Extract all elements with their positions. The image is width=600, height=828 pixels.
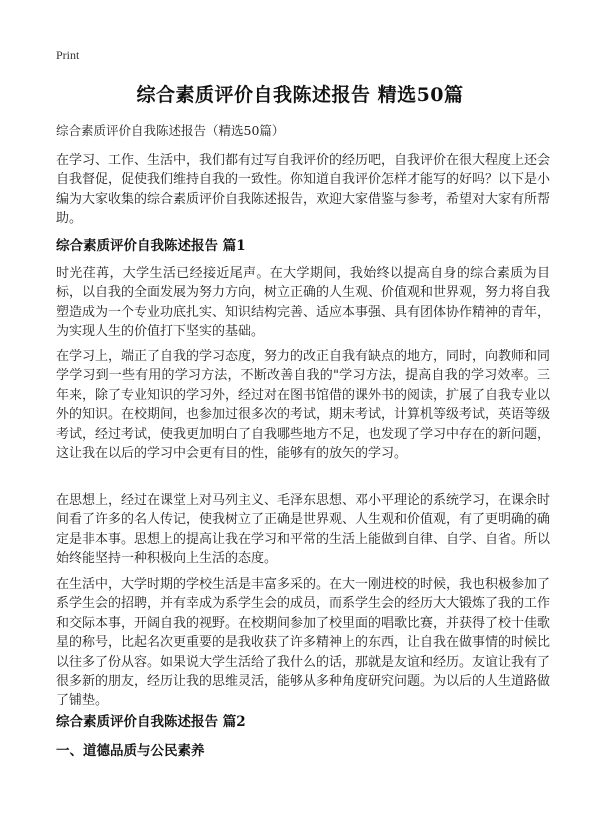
section1-paragraph-1: 时光荏苒，大学生活已经接近尾声。在大学期间，我始终以提高自身的综合素质为目标，以自我的全面发展为努力方向，树立正确的人生观、价值观和世界观，努力将自我塑造成为一个专业功底扎实、知识结构完善、适应本事强、具有团体协作精神的青年，为实现人生的价值打下坚实的基础。 [56,266,551,340]
section1-paragraph-3: 在思想上，经过在课堂上对马列主义、毛泽东思想、邓小平理论的系统学习，在课余时间看了许多的名人传记，使我树立了正确是世界观、人生观和价值观，有了更明确的确定是非本事。思想上的提高让我在学习和平常的生活上能做到自律、自学、自省。所以始终能坚持一种积极向上生活的态度。 [56,493,551,567]
section1-paragraph-4: 在生活中，大学时期的学校生活是丰富多采的。在大一刚进校的时候，我也积极参加了系学生会的招聘，并有幸成为系学生会的成员，而系学生会的经历大大锻炼了我的工作和交际本事，开阔自我的视野。在校期间参加了校里面的唱歌比赛，并获得了校十佳歌星的称号，比起名次更重要的是我收获了许多精神上的东西，让自我在做事情的时候比以往多了份从容。如果说大学生活给了我什么的话，那就是友谊和经历。友谊让我有了很多新的朋友，经历让我的思维灵活，能够从多种角度研究问题。为以后的人生道路做了铺垫。 [56,577,551,709]
document-subtitle: 综合素质评价自我陈述报告（精选50篇） [56,123,285,138]
section2-subheading: 一、道德品质与公民素养 [56,743,205,759]
intro-paragraph: 在学习、工作、生活中，我们都有过写自我评价的经历吧，自我评价在很大程度上还会自我督促，促使我们维持自我的一致性。你知道自我评价怎样才能写的好吗？以下是小编为大家收集的综合素质评价自我陈述报告，欢迎大家借鉴与参考，希望对大家有所帮助。 [56,153,551,227]
section-heading-2: 综合素质评价自我陈述报告 篇2 [56,714,246,730]
section1-paragraph-2: 在学习上，端正了自我的学习态度，努力的改正自我有缺点的地方，同时，向教师和同学学习到一些有用的学习方法，不断改善自我的"学习方法，提高自我的学习效率。三年来，除了专业知识的学习外，经过对在图书馆借的课外书的阅读，扩展了自我专业以外的知识。在校期间，也参加过很多次的考试，期末考试，计算机等级考试，英语等级考试，经过考试，使我更加明白了自我哪些地方不足，也发现了学习中存在的新问题，这让我在以后的学习中会更有目的性，能够有的放矢的学习。 [56,349,551,462]
section-heading-1: 综合素质评价自我陈述报告 篇1 [56,238,246,254]
page-title: 综合素质评价自我陈述报告 精选50篇 [136,84,464,106]
print-link[interactable]: Print [56,48,80,62]
